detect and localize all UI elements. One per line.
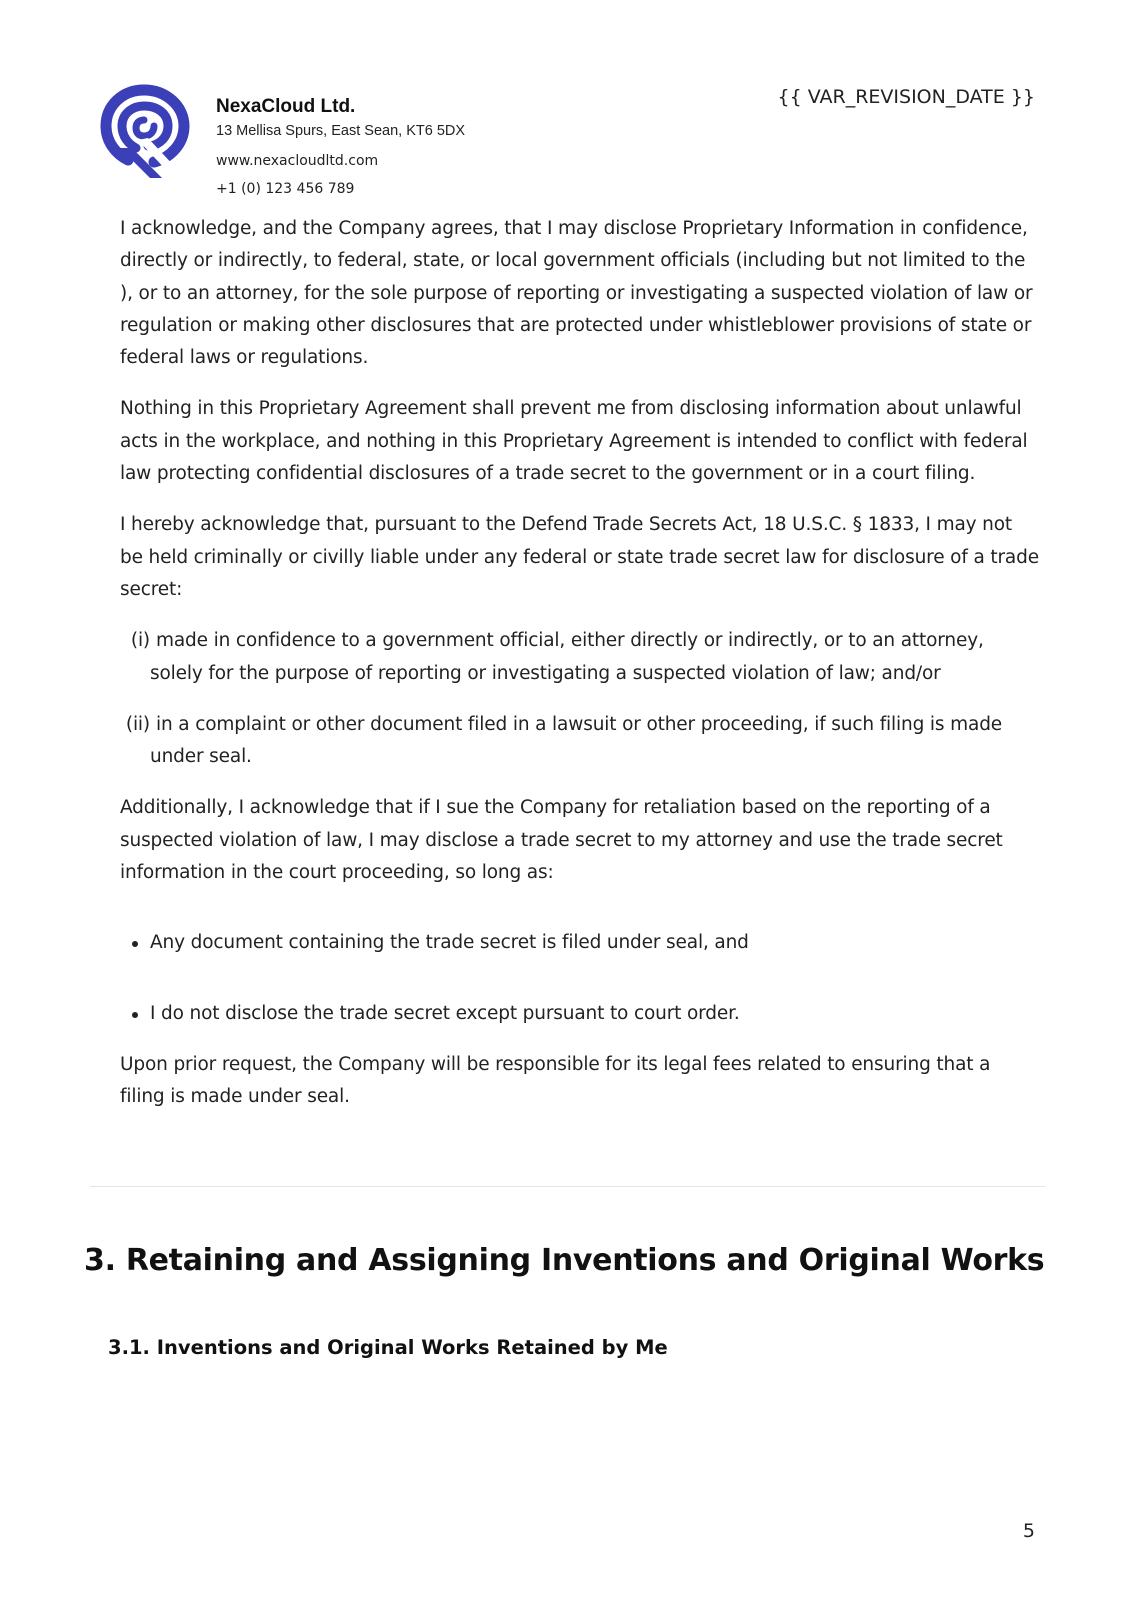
section-divider bbox=[90, 1186, 1045, 1187]
paragraph-legal-fees: Upon prior request, the Company will be responsible for its legal fees related to ensuring that a filing is made under seal. bbox=[120, 1053, 991, 1108]
company-name: NexaCloud Ltd. bbox=[216, 96, 356, 117]
paragraph-dtsa: I hereby acknowledge that, pursuant to the Defend Trade Secrets Act, 18 U.S.C. § 1833, I may not be held criminally or civilly liable under any federal or state trade secret law for disclosure of a trade secret: bbox=[120, 514, 1039, 600]
paragraph-retaliation: Additionally, I acknowledge that if I sue the Company for retaliation based on the reporting of a suspected violation of law, I may disclose a trade secret to my attorney and use the trade secret information in the court proceeding, so long as: bbox=[120, 797, 1003, 884]
page-number: 5 bbox=[1022, 1520, 1035, 1542]
company-block bbox=[216, 95, 465, 199]
list-item-number: (i) bbox=[130, 630, 150, 652]
list-item-text: in a complaint or other document filed in a lawsuit or other proceeding, if such filing is made under seal. bbox=[150, 713, 1003, 768]
company-logo-icon bbox=[98, 78, 192, 180]
company-phone: +1 (0) 123 456 789 bbox=[216, 181, 355, 197]
document-body bbox=[120, 213, 1040, 1133]
paragraph-unlawful-acts: Nothing in this Proprietary Agreement shall prevent me from disclosing information about unlawful acts in the workplace, and nothing in this Proprietary Agreement is intended to conflict with federal law protecting confidential disclosures of a trade secret to the government or in a court filing. bbox=[120, 398, 1028, 485]
list-item bbox=[126, 625, 1040, 690]
bullet-item: Any document containing the trade secret is filed under seal, and bbox=[120, 927, 1040, 959]
company-address: 13 Mellisa Spurs, East Sean, KT6 5DX bbox=[216, 123, 466, 139]
list-item-text: made in confidence to a government official, either directly or indirectly, or to an attorney, solely for the purpose of reporting or investigating a suspected violation of law; and/or bbox=[150, 630, 984, 684]
subsection-heading: 3.1. Inventions and Original Works Retained by Me bbox=[108, 1336, 668, 1359]
revision-date: {{ VAR_REVISION_DATE }} bbox=[777, 86, 1035, 108]
paragraph-disclosure: I acknowledge, and the Company agrees, that I may disclose Proprietary Information in confidence, directly or indirectly, to federal, state, or local government officials (including but not limited to the ), or to an attorney, for the sole purpose of reporting or investigating a suspected violation of law or regulation or making other disclosures that are protected under whistleblower provisions of state or federal laws or regulations. bbox=[120, 218, 1033, 369]
company-website[interactable]: www.nexacloudltd.com bbox=[216, 153, 379, 169]
section-heading: 3. Retaining and Assigning Inventions and Original Works bbox=[84, 1243, 1045, 1278]
list-item-number: (ii) bbox=[125, 713, 150, 735]
list-item bbox=[120, 709, 1040, 774]
bullet-list bbox=[120, 927, 1040, 1030]
bullet-item: I do not disclose the trade secret except pursuant to court order. bbox=[120, 998, 1040, 1030]
